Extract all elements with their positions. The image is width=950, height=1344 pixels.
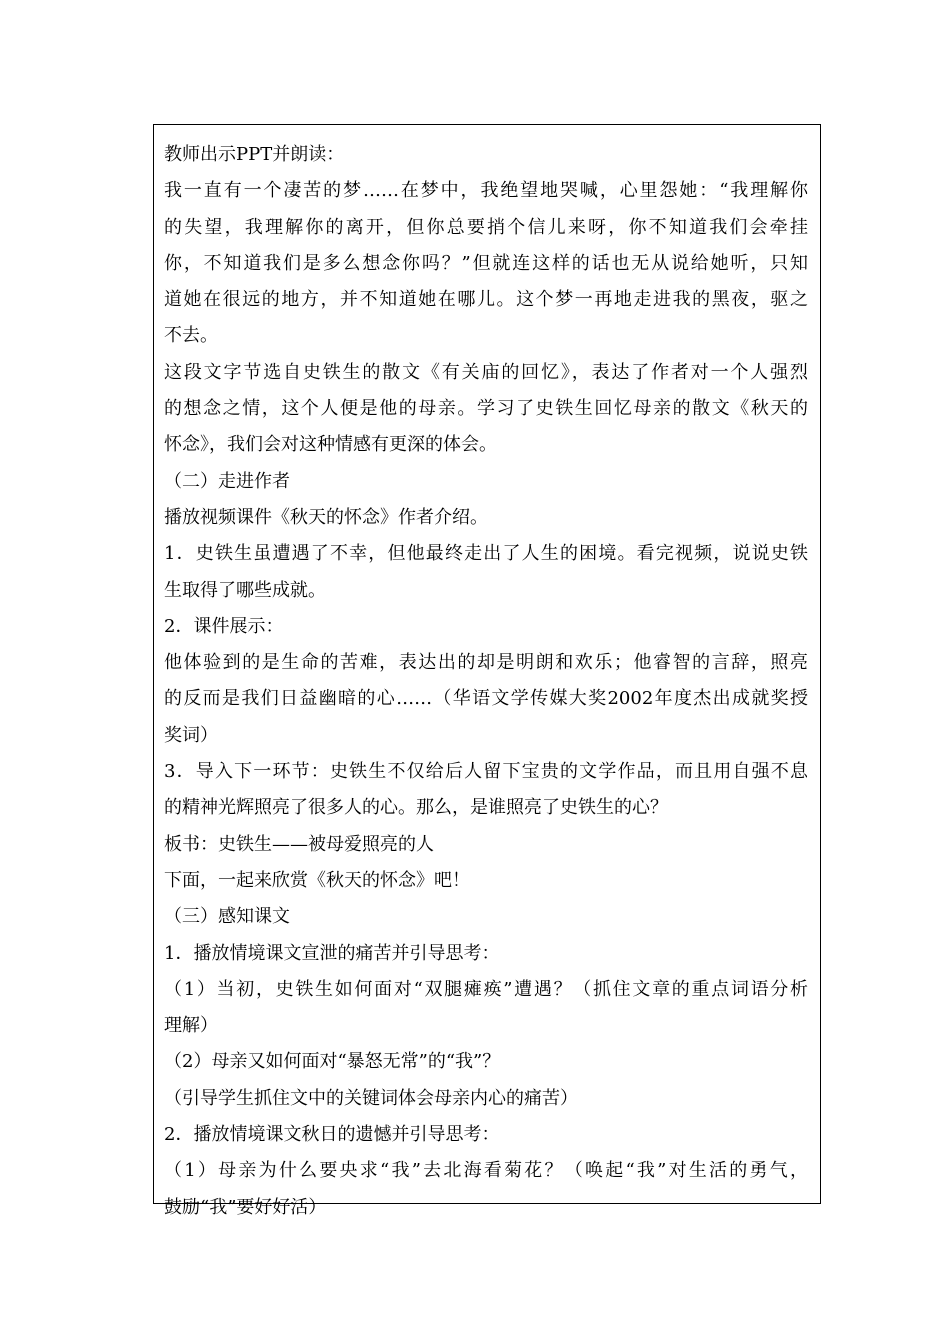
text-line-4: 你，不知道我们是多么想念你吗？”但就连这样的话也无从说给她听，只知 (164, 252, 808, 274)
text-line-9: 怀念》，我们会对这种情感有更深的体会。 (164, 434, 497, 456)
text-line-27: （引导学生抓住文中的关键词体会母亲内心的痛苦） (164, 1087, 578, 1109)
text-line-2: 我一直有一个凄苦的梦……在梦中，我绝望地哭喊，心里怨她：“我理解你 (164, 180, 808, 202)
text-line-29: （1）母亲为什么要央求“我”去北海看菊花？（唤起“我”对生活的勇气， (164, 1160, 808, 1182)
text-line-26: （2）母亲又如何面对“暴怒无常”的“我”？ (164, 1051, 501, 1073)
blackboard-note: 板书：史铁生——被母爱照亮的人 (164, 833, 434, 855)
text-line-1: 教师出示PPT并朗读： (164, 144, 345, 165)
section-heading-text: （三）感知课文 (164, 906, 290, 928)
text-line-14: 2．课件展示： (164, 615, 284, 637)
text-line-7: 这段文字节选自史铁生的散文《有关庙的回忆》，表达了作者对一个人强烈 (164, 361, 808, 383)
text-line-23: 1．播放情境课文宣泄的痛苦并引导思考： (164, 942, 500, 964)
text-line-21: 下面，一起来欣赏《秋天的怀念》吧！ (164, 869, 470, 891)
text-line-8: 的想念之情，这个人便是他的母亲。学习了史铁生回忆母亲的散文《秋天的 (164, 398, 808, 420)
text-line-24: （1）当初，史铁生如何面对“双腿瘫痪”遭遇？（抓住文章的重点词语分析 (164, 978, 808, 1000)
text-line-17: 奖词） (164, 724, 218, 746)
text-line-13: 生取得了哪些成就。 (164, 579, 326, 601)
text-line-25: 理解） (164, 1015, 218, 1037)
text-line-28: 2．播放情境课文秋日的遗憾并引导思考： (164, 1124, 500, 1146)
text-line-12: 1．史铁生虽遭遇了不幸，但他最终走出了人生的困境。看完视频，说说史铁 (164, 543, 808, 565)
section-heading-author: （二）走进作者 (164, 470, 290, 492)
text-line-30: 鼓励“我”要好好活） (164, 1196, 327, 1218)
text-line-5: 道她在很远的地方，并不知道她在哪儿。这个梦一再地走进我的黑夜，驱之 (164, 289, 808, 311)
text-line-6: 不去。 (164, 325, 218, 347)
text-line-11: 播放视频课件《秋天的怀念》作者介绍。 (164, 506, 488, 528)
text-line-3: 的失望，我理解你的离开，但你总要捎个信儿来呀，你不知道我们会牵挂 (164, 216, 808, 238)
lesson-plan-cell (153, 124, 821, 1218)
text-line-18: 3．导入下一环节：史铁生不仅给后人留下宝贵的文学作品，而且用自强不息 (164, 761, 808, 783)
text-line-19: 的精神光辉照亮了很多人的心。那么，是谁照亮了史铁生的心？ (164, 797, 668, 819)
text-line-15: 他体验到的是生命的苦难，表达出的却是明朗和欢乐；他睿智的言辞，照亮 (164, 652, 808, 674)
text-line-16: 的反而是我们日益幽暗的心……（华语文学传媒大奖2002年度杰出成就奖授 (164, 688, 808, 710)
